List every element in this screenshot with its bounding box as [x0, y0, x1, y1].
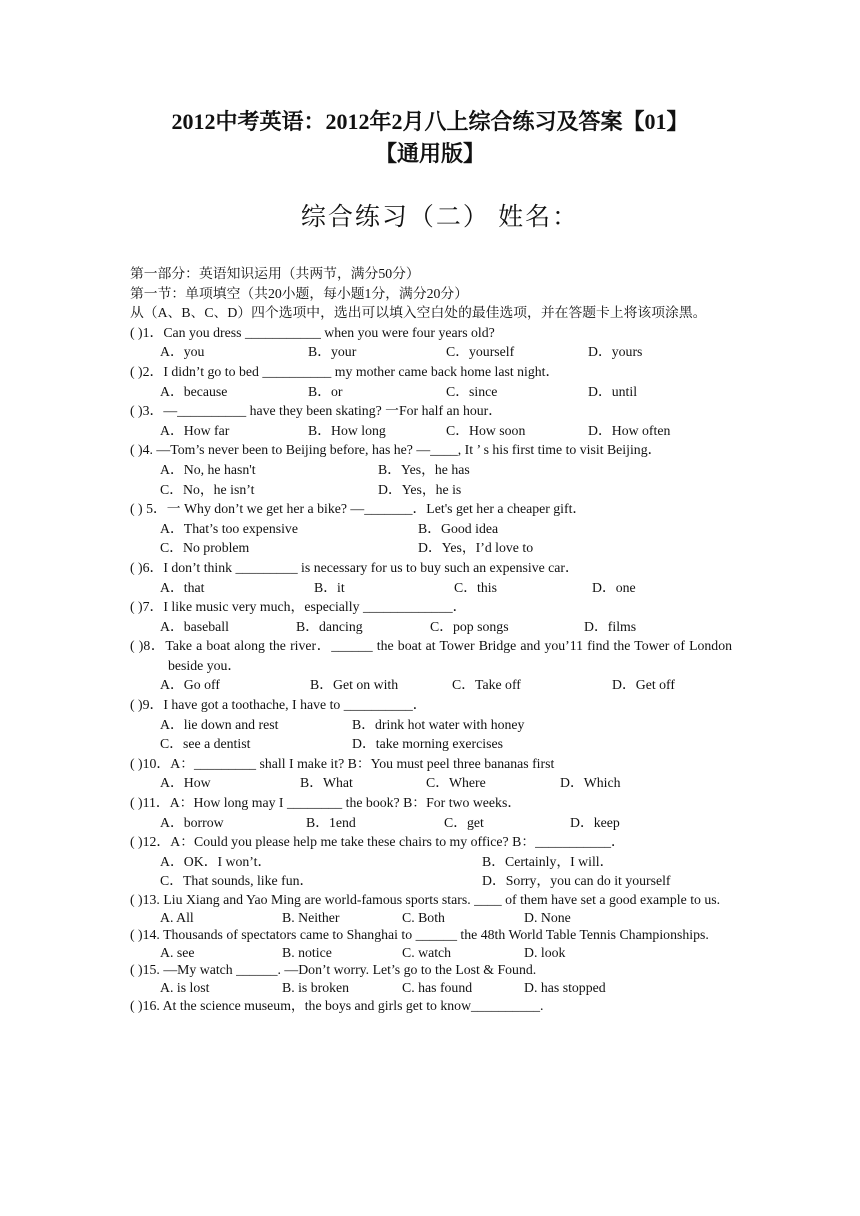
instructions: 从（A、B、C、D）四个选项中，选出可以填入空白处的最佳选项，并在答题卡上将该项涂黑。 — [130, 305, 707, 321]
part-heading: 第一部分：英语知识运用（共两节，满分50分） — [130, 266, 420, 281]
question-6: ( )6．I don’t think _________ is necessary for us to buy such an expensive car． — [130, 559, 579, 575]
option-d: D．until — [588, 383, 638, 399]
option-c: C．pop songs — [430, 618, 509, 634]
option-c: C．since — [446, 383, 498, 399]
option-d: D．Which — [560, 775, 621, 791]
question-10-options — [130, 773, 732, 793]
question-7: ( )7．I like music very much，especially _____________． — [130, 599, 467, 615]
option-d: D. has stopped — [524, 979, 606, 995]
option-d: D．one — [592, 579, 636, 595]
option-a: A．baseball — [160, 618, 229, 634]
question-2-options — [130, 382, 732, 402]
question-13: ( )13. Liu Xiang and Yao Ming are world-famous sports stars. ____ of them have set a good example to us. — [130, 892, 721, 907]
question-3: ( )3．—__________ have they been skating? 一For half an hour． — [130, 403, 503, 419]
option-a: A. is lost — [160, 979, 210, 995]
option-d: D．yours — [588, 344, 643, 360]
option-b: B. Neither — [282, 909, 340, 925]
option-c: C．get — [444, 814, 484, 830]
question-8-options — [130, 675, 732, 695]
option-b: B. is broken — [282, 979, 350, 995]
question-9-options-row2 — [130, 734, 732, 754]
option-a: A．How far — [160, 422, 230, 438]
option-c: C．Take off — [452, 677, 521, 693]
question-1-options — [130, 342, 732, 362]
question-15: ( )15. —My watch ______. —Don’t worry. Let’s go to the Lost & Found. — [130, 962, 537, 978]
question-1: ( )1．Can you dress ___________ when you were four years old? — [130, 324, 495, 340]
option-b: B．Certainly，I will． — [482, 853, 614, 869]
option-b: B．drink hot water with honey — [352, 716, 525, 732]
option-a: A．No, he hasn't — [160, 461, 256, 477]
question-3-options — [130, 421, 732, 441]
option-d: D．films — [584, 618, 637, 634]
option-c: C. Both — [402, 909, 445, 925]
section-heading: 第一节：单项填空（共20小题，每小题1分，满分20分） — [130, 285, 469, 301]
question-12: ( )12．A：Could you please help me take these chairs to my office? B：___________． — [130, 834, 625, 850]
option-a: A．That’s too expensive — [160, 520, 298, 536]
question-4-options-row1 — [130, 460, 732, 480]
document-title-edition: 【通用版】 — [374, 141, 485, 166]
option-c: C．No problem — [160, 540, 250, 556]
option-b: B．Yes，he has — [378, 461, 470, 477]
option-b: B．Good idea — [418, 520, 499, 536]
option-a: A．you — [160, 344, 205, 360]
option-b: B．What — [300, 775, 353, 791]
question-5-options-row1 — [130, 519, 732, 539]
option-b: B．Get on with — [310, 677, 399, 693]
option-c: C．Where — [426, 775, 486, 791]
question-4-options-row2 — [130, 480, 732, 500]
option-b: B．dancing — [296, 618, 363, 634]
option-d: D. look — [524, 944, 566, 960]
option-b: B．How long — [308, 422, 386, 438]
option-a: A．because — [160, 383, 228, 399]
question-11-options — [130, 813, 732, 833]
document-title: 2012中考英语：2012年2月八上综合练习及答案【01】 — [171, 109, 689, 134]
option-c: C．this — [454, 579, 497, 595]
question-7-options — [130, 617, 732, 637]
question-8: ( )8．Take a boat along the river．______ the boat at Tower Bridge and you’11 find the Tower of London beside you． — [130, 638, 732, 673]
option-d: D．How often — [588, 422, 671, 438]
question-11: ( )11．A：How long may I ________ the book? B：For two weeks． — [130, 795, 522, 811]
option-d: D. None — [524, 909, 571, 925]
option-c: C．yourself — [446, 344, 515, 360]
option-c: C. watch — [402, 944, 452, 960]
question-14: ( )14. Thousands of spectators came to Shanghai to ______ the 48th World Table Tennis Championships. — [130, 927, 709, 943]
question-12-options-row1 — [130, 852, 732, 872]
question-9: ( )9．I have got a toothache, I have to __________． — [130, 697, 427, 713]
question-9-options-row1 — [130, 715, 732, 735]
option-a: A．OK．I won’t． — [160, 853, 272, 869]
question-4: ( )4. —Tom’s never been to Beijing before, has he? —____, It ’ s his first time to visit Beijing． — [130, 442, 662, 458]
option-c: C．How soon — [446, 422, 526, 438]
option-a: A．borrow — [160, 814, 224, 830]
question-5: ( ) 5．一 Why don’t we get her a bike? —_______．Let's get her a cheaper gift． — [130, 501, 587, 517]
option-a: A. see — [160, 944, 195, 960]
option-a: A．that — [160, 579, 205, 595]
option-c: C．No，he isn’t — [160, 481, 255, 497]
question-15-options — [130, 979, 732, 997]
question-13-options — [130, 909, 732, 927]
option-b: B．1end — [306, 814, 356, 830]
question-2: ( )2．I didn’t go to bed __________ my mother came back home last night． — [130, 363, 560, 379]
option-a: A．How — [160, 775, 211, 791]
option-c: C. has found — [402, 979, 473, 995]
option-d: D．Yes，he is — [378, 481, 462, 497]
exam-body — [130, 264, 732, 1014]
question-14-options — [130, 944, 732, 962]
option-a: A. All — [160, 909, 194, 925]
option-b: B．it — [314, 579, 345, 595]
option-c: C．see a dentist — [160, 736, 251, 752]
option-d: D．Sorry，you can do it yourself — [482, 873, 671, 889]
question-5-options-row2 — [130, 538, 732, 558]
question-16: ( )16. At the science museum，the boys and girls get to know__________. — [130, 997, 544, 1013]
questions-13-16 — [130, 891, 732, 1014]
option-d: D．take morning exercises — [352, 736, 503, 752]
option-d: D．keep — [570, 814, 620, 830]
option-b: B．your — [308, 344, 357, 360]
option-a: A．lie down and rest — [160, 716, 279, 732]
option-a: A．Go off — [160, 677, 220, 693]
question-10: ( )10．A：_________ shall I make it? B：You must peel three bananas first — [130, 755, 555, 771]
option-b: B. notice — [282, 944, 332, 960]
option-b: B．or — [308, 383, 343, 399]
option-d: D．Get off — [612, 677, 675, 693]
question-6-options — [130, 578, 732, 598]
exercise-heading: 综合练习（二） 姓名： — [300, 204, 580, 231]
question-12-options-row2 — [130, 871, 732, 891]
option-d: D．Yes，I’d love to — [418, 540, 534, 556]
option-c: C．That sounds, like fun． — [160, 873, 314, 889]
